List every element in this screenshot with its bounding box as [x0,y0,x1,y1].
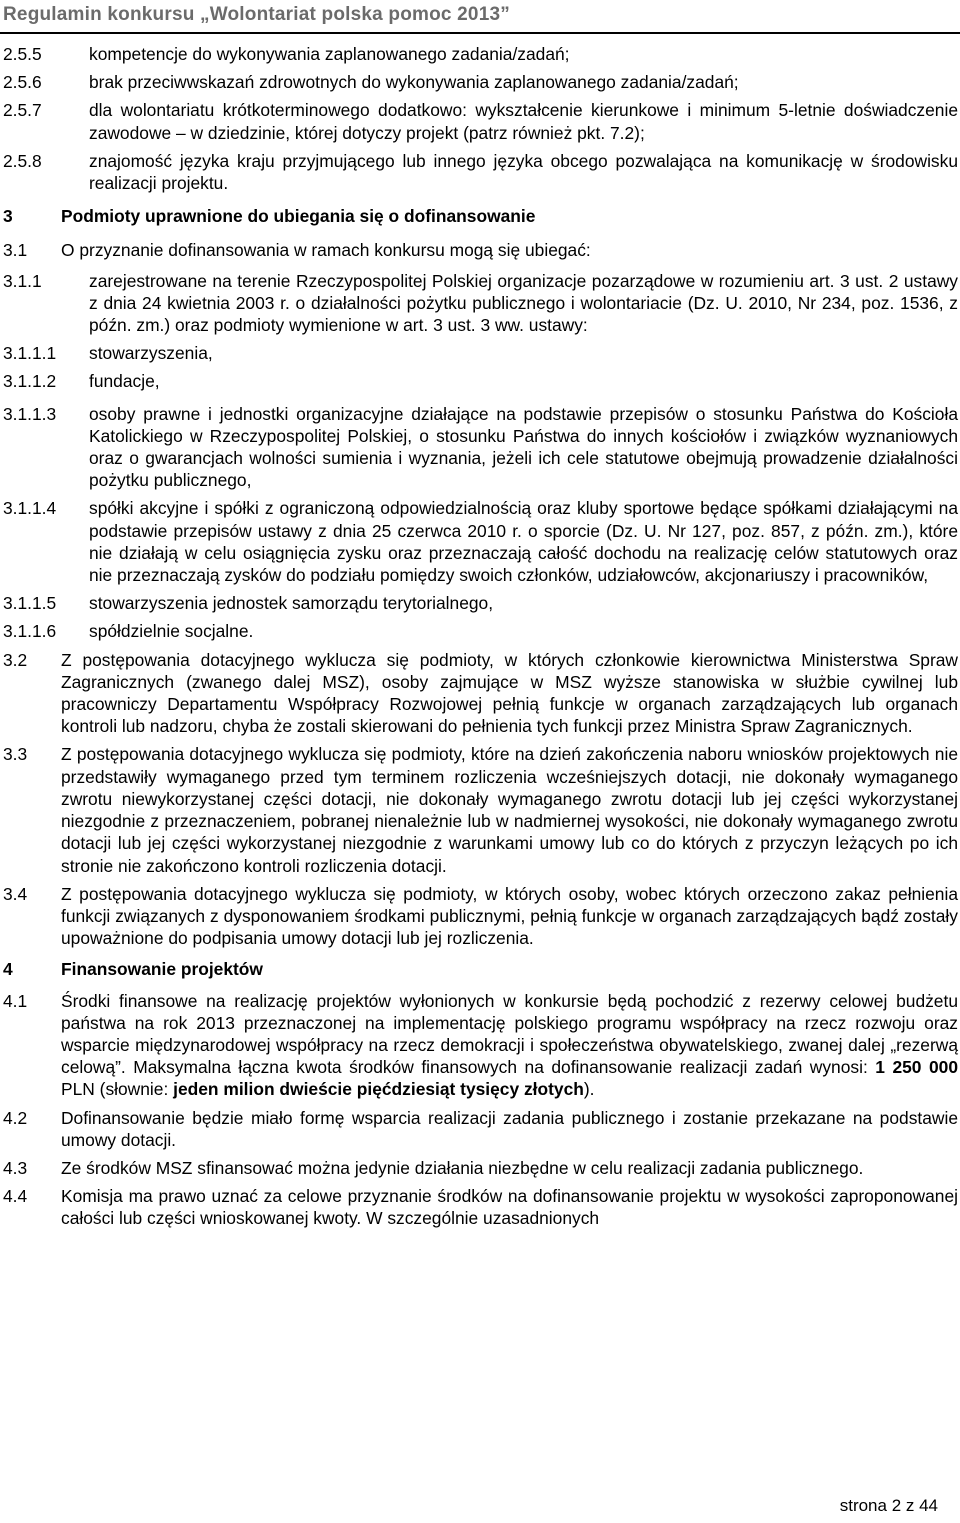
list-item [0,620,958,642]
item-number: 3.1.1.5 [3,593,57,614]
item-text: O przyznanie dofinansowania w ramach konkursu mogą się ubiegać: [61,240,591,261]
funding-closing-text: ). [583,1079,595,1100]
list-item [0,403,958,492]
section-number: 3 [3,206,13,227]
list-item [0,270,958,337]
list-item [0,743,958,876]
list-item [0,71,958,93]
list-item [0,342,958,364]
item-text: fundacje, [89,371,160,392]
item-number: 2.5.8 [3,150,42,171]
item-number: 4.4 [3,1186,28,1207]
list-item [0,99,958,143]
item-text: kompetencje do wykonywania zaplanowanego zadania/zadań; [89,44,570,64]
page-header [0,0,960,34]
item-number: 3.1 [3,240,28,261]
item-number: 3.1.1.1 [3,343,57,364]
funding-amount: 1 250 000 [875,1057,958,1078]
item-text: Z postępowania dotacyjnego wyklucza się podmioty, w których osoby, wobec których orzeczono zakaz pełnienia funkcji związanych z dysponowaniem środkami publicznymi, pełnią funkcje w organach zarządzających bądź zostały upoważnione do podpisania umowy dotacji lub jej rozliczenia. [61,883,958,949]
list-item [0,150,958,194]
item-number: 3.4 [3,883,28,904]
item-number: 3.1.1.3 [3,403,57,424]
item-text: zarejestrowane na terenie Rzeczypospolitej Polskiej organizacje pozarządowe w rozumieniu art. 3 ust. 2 ustawy z dnia 24 kwietnia 2003 r. o działalności pożytku publicznego i wolontariacie (Dz. U. 2010, Nr 234, poz. 1536, z późn. zm.) oraz podmioty wymienione w art. 3 ust. 3 ww. ustawy: [89,270,958,336]
item-number: 2.5.5 [3,44,42,64]
item-number: 3.2 [3,649,28,670]
item-text: spółki akcyjne i spółki z ograniczoną odpowiedzialnością oraz kluby sportowe będące spółkami działającymi na podstawie przepisów ustawy z dnia 25 czerwca 2010 r. o sporcie (Dz. U. Nr 127, poz. 857, z późn. zm.), które nie działają w celu osiągnięcia zysku oraz przeznaczają całość dochodu na realizację celów statutowych oraz nie przeznaczają zysków do podziału pomiędzy swoich członków, udziałowców, akcjonariuszy i pracowników, [89,498,958,586]
item-number: 3.1.1.6 [3,621,57,642]
item-text: stowarzyszenia, [89,343,213,364]
section-title: Podmioty uprawnione do ubiegania się o dofinansowanie [61,206,536,227]
item-text: brak przeciwwskazań zdrowotnych do wykonywania zaplanowanego zadania/zadań; [89,72,739,93]
funding-currency-text: PLN (słownie: [61,1079,174,1100]
page-number: strona 2 z 44 [839,1496,938,1515]
item-text: spółdzielnie socjalne. [89,621,254,642]
section-title: Finansowanie projektów [61,959,263,980]
item-text: dla wolontariatu krótkoterminowego dodatkowo: wykształcenie kierunkowe i minimum 5-letnie doświadczenie zawodowe – w dziedzinie, której dotyczy projekt (patrz również pkt. 7.2); [89,100,958,143]
item-number: 2.5.7 [3,100,42,121]
item-text: stowarzyszenia jednostek samorządu terytorialnego, [89,593,494,614]
funding-amount-words: jeden milion dwieście pięćdziesiąt tysięcy złotych [173,1079,584,1100]
list-item [0,370,958,392]
item-text [61,990,958,1101]
list-item [0,883,958,950]
list-item [0,1157,958,1179]
item-text: znajomość języka kraju przyjmującego lub innego języka obcego pozwalająca na komunikację w środowisku realizacji projektu. [89,150,958,194]
section-number: 4 [3,959,13,980]
item-text: Dofinansowanie będzie miało formę wsparcia realizacji zadania publicznego i zostanie przekazane na podstawie umowy dotacji. [61,1107,958,1150]
list-item [0,592,958,614]
document-title: Regulamin konkursu „Wolontariat polska pomoc 2013” [3,4,510,25]
item-number: 3.1.1.2 [3,371,57,392]
item-number: 4.1 [3,990,28,1011]
list-item [0,1107,958,1151]
item-number: 3.1.1 [3,270,42,291]
item-number: 4.2 [3,1107,28,1128]
list-item [0,990,958,1101]
item-number: 4.3 [3,1157,28,1178]
item-text: Z postępowania dotacyjnego wyklucza się podmioty, w których członkowie kierownictwa Ministerstwa Spraw Zagranicznych (zwanego dalej MSZ), osoby zajmujące w MSZ wyższe stanowiska w służbie cywilnej lub pracowniczy Departamentu Współpracy Rozwojowej pełnią funkcje w organach zarządzających lub organach kontroli lub nadzoru, chyba że zostali skierowani do pełnienia tych funkcji przez Ministra Spraw Zagranicznych. [61,649,958,737]
list-item [0,1185,958,1229]
item-number: 2.5.6 [3,72,42,93]
item-text: Ze środków MSZ sfinansować można jedynie działania niezbędne w celu realizacji zadania publicznego. [61,1157,864,1178]
list-item [0,239,958,261]
list-item [0,649,958,738]
section-heading [0,205,958,227]
item-text: Z postępowania dotacyjnego wyklucza się podmioty, które na dzień zakończenia naboru wniosków projektowych nie przedstawiły wymaganego przed tym terminem rozliczenia wcześniejszych dotacji, nie dokonały wymaganego zwrotu niewykorzystanej części dotacji, nie dokonały wymaganego zwrotu dotacji lub jej części wykorzystanej niezgodnie z przeznaczeniem, pobranej nienależnie lub w nadmiernej wysokości, nie dokonały wymaganego zwrotu dotacji lub jej części wykorzystanej niezgodnie z warunkami umowy lub co do których z przyczyn leżących po ich stronie nie zakończono kontroli rozliczenia dotacji. [61,744,958,876]
list-item [0,497,958,586]
item-number: 3.1.1.4 [3,498,57,519]
section-heading [0,958,958,980]
document-body [0,43,958,1230]
list-item [0,43,958,65]
item-text: Komisja ma prawo uznać za celowe przyznanie środków na dofinansowanie projektu w wysokości zaproponowanej całości lub części wnioskowanej kwoty. W szczególnie uzasadnionych [61,1186,958,1229]
item-text: osoby prawne i jednostki organizacyjne działające na podstawie przepisów o stosunku Państwa do Kościoła Katolickiego w Rzeczypospolitej Polskiej, o stosunku Państwa do innych kościołów i związków wyznaniowych oraz o gwarancjach wolności sumienia i wyznania, jeżeli ich cele statutowe obejmują prowadzenie działalności pożytku publicznego, [89,403,958,491]
item-number: 3.3 [3,744,28,765]
funding-text: Środki finansowe na realizację projektów wyłonionych w konkursie będą pochodzić z rezerwy celowej budżetu państwa na rok 2013 przeznaczonej na implementację polskiego programu współpracy na rzecz rozwoju oraz wsparcie międzynarodowej współpracy na rzecz demokracji i społeczeństwa obywatelskiego, zwanej dalej „rezerwą celową”. Maksymalna łączna kwota środków finansowych na dofinansowanie realizacji zadań wynosi: [61,990,958,1078]
